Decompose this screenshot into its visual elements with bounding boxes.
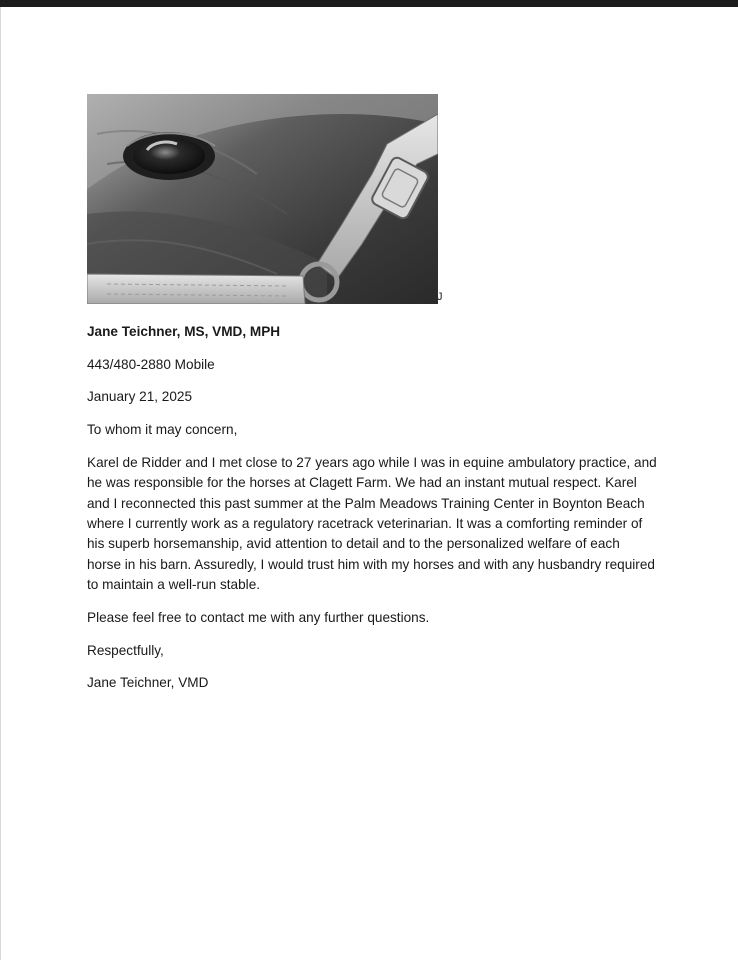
signature: Jane Teichner, VMD [87,675,209,691]
closing: Respectfully, [87,642,164,658]
letter-body [87,322,657,706]
top-bar [0,0,738,7]
body-paragraph: Please feel free to contact me with any further questions. [87,609,430,625]
photo-corner-mark: J [437,291,443,303]
salutation: To whom it may concern, [87,422,238,438]
sender-phone: 443/480-2880 Mobile [87,356,215,372]
horse-eye-photo [87,94,438,304]
letter-date: January 21, 2025 [87,389,193,405]
sender-name: Jane Teichner, MS, VMD, MPH [87,324,281,339]
page-edge [0,7,1,960]
body-paragraph: Karel de Ridder and I met close to 27 years ago while I was in equine ambulatory practice, and he was responsible for the horses at Clagett Farm. We had an instant mutual respect. Karel and I reconnected this past summer at the Palm Meadows Training Center in Boynton Beach where I currently work as a regulatory racetrack veterinarian. It was a comforting reminder of his superb horsemanship, avid attention to detail and to the personalized welfare of each horse in his barn. Assuredly, I would trust him with my horses and with any husbandry required to maintain a well-run stable. [87,454,657,593]
